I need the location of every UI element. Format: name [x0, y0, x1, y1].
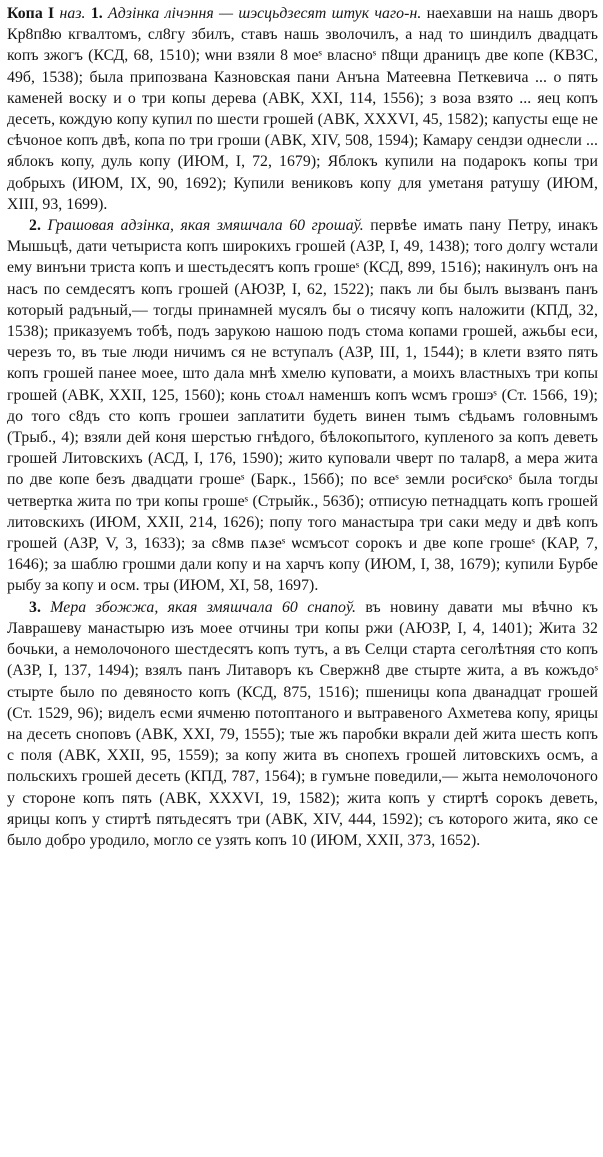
entry-sense-2: [7, 215, 598, 597]
sense-number-1: 1.: [90, 5, 103, 22]
entry-sense-3: [7, 597, 598, 851]
entry-sense-1: [7, 3, 598, 215]
sense-definition-1: Адзінка лічэння — шэсцьдзесят штук чаго-н.: [108, 5, 422, 22]
sense-number-2: 2.: [29, 217, 41, 235]
sense-citations-1: наехавши на нашь дворъ Кр8п8ю кгвалтомъ, сл8гу збилъ, ставъ нашь зволочилъ, а над то шиндилъ двадцать копъ зжогъ (КСД, 68, 1510); ѡни взяли 8 моеˢ власноˢ п8щи драницъ две копе (КВЗС, 49б, 1538); была припозвана Казновская пани Анъна Матеевна Петкевича ... о пять каменей воску и о три копы дерева (АВК, XXI, 114, 1556); з воза взято ... яец копъ десеть, кождую копу купил по шести грошей (АВК, XXXVI, 45, 1582); капусты еще не сѣчоное копъ двѣ, копа по три гроши (АВК, XIV, 508, 1594); Камару сендзи однесли ... яблокъ копу, дуль копу (ИЮМ, I, 72, 1679); Яблокъ купили на подарокъ копы три добрыхъ (ИЮМ, IX, 90, 1692); Купили вениковъ копу для уметаня ратушу (ИЮМ, XIII, 93, 1699).: [7, 5, 599, 213]
sense-citations-2: первѣе имать пану Петру, инакъ Мышьцѣ, дати четыриста копъ широкихъ грошей (АЗР, I, 49, 1438); того долгу ѡстали ему винъни триста копъ и шестьдесятъ копъ грошеˢ (КСД, 899, 1516); накинулъ онъ на насъ по семдесятъ копъ грошей (АЮЗР, I, 62, 1522); пакъ ли бы былъ вызванъ панъ который радъный,— тогды принамней мусялъ бы о тисячу копъ наложити (КПД, 32, 1538); приказуемъ тобѣ, подъ зарукою нашою подъ стома копами грошей, ажьбы еси, черезъ то, въ тые люди ничимъ ся не вступалъ (АЗР, III, 1, 1544); в клети взято пять копъ грошей панее моее, што дала мнѣ хмелю куповати, а моихъ властныхъ три копы грошей (АВК, XXII, 125, 1560); конь стоѧл наменшъ копъ ѡсмъ грошэˢ (Ст. 1566, 19); до того с8дъ сто копъ грошеи заплатити будеть винен тымъ сѣдьамъ головнымъ (Трыб., 4); взяли дей коня шерстью гнѣдого, бѣлокопытого, купленого за копъ деветь грошей Литовскихъ (АСД, I, 176, 1590); жито куповали чверт по талар8, а мера жита по две копе безъ двадцати грошеˢ (Барк., 156б); по всеˢ земли росиˢскоˢ была тогды четвертка жита по три копы грошеˢ (Стрыйк., 563б); отписую петнадцать копъ грошей литовскихъ (ИЮМ, XXII, 214, 1626); попу того манастыра три саки меду и двѣ копъ грошей (АЗР, V, 3, 1633); за с8мв пѧзеˢ ѡсмъсот сорокъ и две копе грошеˢ (КАР, 7, 1646); за шаблю грошми дали копу и на харчъ копу (ИЮМ, I, 38, 1679); купили Бурбе рыбу за копу и осм. тры (ИЮМ, XI, 58, 1697).: [7, 217, 599, 595]
sense-definition-2: Грашовая адзінка, якая змяшчала 60 грошаў.: [47, 217, 364, 235]
headword: Копа I: [7, 5, 55, 22]
sense-number-3: 3.: [29, 598, 41, 616]
sense-citations-3: въ новину давати мы вѣчно къ Лаврашеву манастырю изъ моее отчины три копы ржи (АЮЗР, I, 4, 1401); Жита 32 бочьки, а немолочоного шестдесятъ копъ тутъ, а въ Селци старта сеголѣтняя сто копъ (АЗР, I, 137, 1494); взялъ панъ Литаворъ къ Свержн8 две стырте жита, а въ кожъдоˢ стырте было по девяносто копъ (КСД, 875, 1516); пшеницы копа дванадцат грошей (Ст. 1529, 96); виделъ есми ячменю потоптаного и вытравеного Ахметева копу, ярицы на десеть сноповъ (АВК, XXI, 79, 1555); тые жъ паробки вкрали дей жита шесть копъ с поля (АВК, XXII, 95, 1559); за копу жита въ снопехъ грошей литовскихъ осмъ, а польскихъ грошей десеть (КПД, 787, 1564); в гумъне поведили,— жыта немолочоного у стороне копъ пять (АВК, XXXVI, 19, 1582); жита копъ у стиртѣ сорокъ деветь, ярицы копъ у стиртѣ пятьдесятъ три (АВК, XIV, 444, 1592); съ которого жита, яко се было добро уродило, могло се узять копъ 10 (ИЮМ, XXII, 373, 1652).: [7, 598, 599, 849]
sense-definition-3: Мера збожжа, якая змяшчала 60 снапоў.: [50, 598, 357, 616]
grammar-label: наз.: [59, 5, 86, 22]
